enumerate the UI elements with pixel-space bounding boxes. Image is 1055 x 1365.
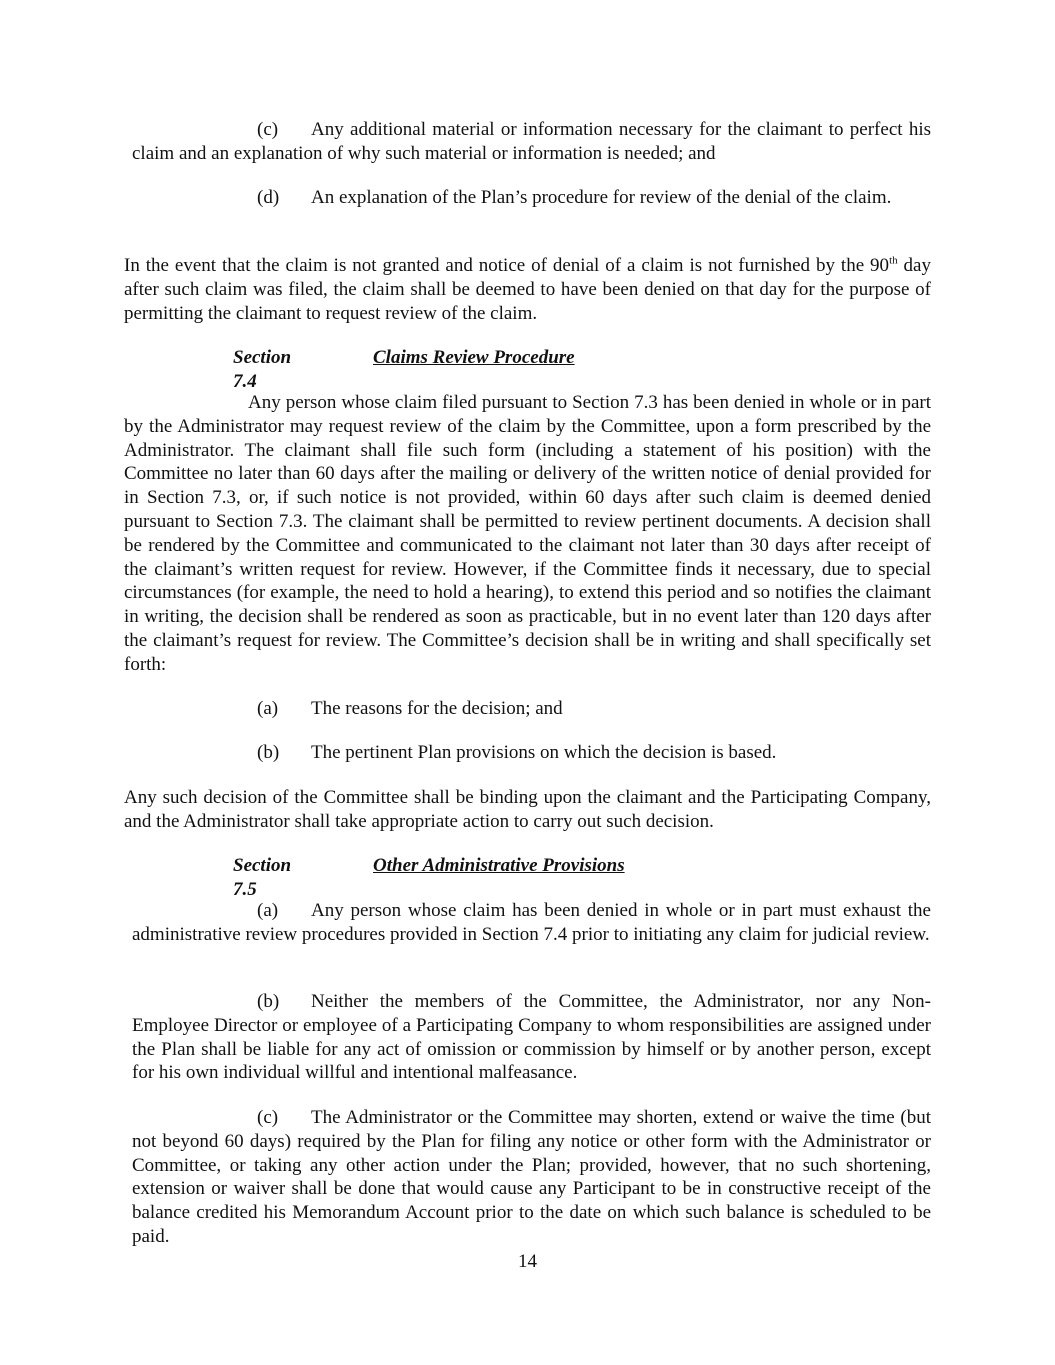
item-d-paragraph: (d) An explanation of the Plan’s procedure for review of the denial of the claim.: [257, 187, 892, 208]
item-label: (c): [257, 119, 279, 140]
list-item-a: (a) The reasons for the decision; and: [257, 698, 563, 719]
section-number: Section 7.4: [233, 347, 292, 392]
section-title: Other Administrative Provisions: [373, 855, 625, 876]
list-item-b: (b) The pertinent Plan provisions on which the decision is based.: [257, 742, 777, 763]
claims-review-paragraph: Any person whose claim filed pursuant to Section 7.3 has been denied in whole or in part by the Administrator may request review of the claim by the Committee, upon a form prescribed by the Administrator. The claimant shall file such form (including a statement of his position) with the Committee no later than 60 days after the mailing or delivery of the written notice of denial provided for in Section 7.3, or, if such notice is not provided, within 60 days after such claim is deemed denied pursuant to Section 7.3. The claimant shall be permitted to review pertinent documents. A decision shall be rendered by the Committee and communicated to the claimant not later than 30 days after receipt of the claimant’s written request for review. However, if the Committee finds it necessary, due to special circumstances (for example, the need to hold a hearing), to extend this period and so notifies the claimant in writing, the decision shall be rendered as soon as practicable, but in no event later than 120 days after the claimant’s request for review. The Committee’s decision shall be in writing and shall specifically set forth:: [124, 392, 931, 675]
page-number: 14: [518, 1251, 537, 1272]
event-paragraph: In the event that the claim is not granted and notice of denial of a claim is not furnished by the 90th day after such claim was filed, the claim shall be deemed to have been denied on that day for the purpose of permitting the claimant to request review of the claim.: [124, 254, 931, 324]
item-c-paragraph: (c) Any additional material or information necessary for the claimant to perfect his claim and an explanation of why such material or information is needed; and: [132, 119, 931, 164]
provision-c-paragraph: (c) The Administrator or the Committee may shorten, extend or waive the time (but not beyond 60 days) required by the Plan for filing any notice or other form with the Administrator or Committee, or taking any other action under the Plan; provided, however, that no such shortening, extension or waiver shall be done that would cause any Participant to be in constructive receipt of the balance credited his Memorandum Account prior to the date on which such balance is scheduled to be paid.: [132, 1107, 931, 1247]
provision-a-paragraph: (a) Any person whose claim has been denied in whole or in part must exhaust the administrative review procedures provided in Section 7.4 prior to initiating any claim for judicial review.: [132, 900, 931, 945]
section-number: Section 7.5: [233, 855, 292, 900]
item-label: (d): [257, 187, 280, 208]
binding-paragraph: Any such decision of the Committee shall be binding upon the claimant and the Participating Company, and the Administrator shall take appropriate action to carry out such decision.: [124, 787, 931, 832]
section-title: Claims Review Procedure: [373, 347, 575, 368]
provision-b-paragraph: (b) Neither the members of the Committee, the Administrator, nor any Non-Employee Director or employee of a Participating Company to whom responsibilities are assigned under the Plan shall be liable for any act of omission or commission by himself or by another person, except for his own individual willful and intentional malfeasance.: [132, 991, 931, 1084]
